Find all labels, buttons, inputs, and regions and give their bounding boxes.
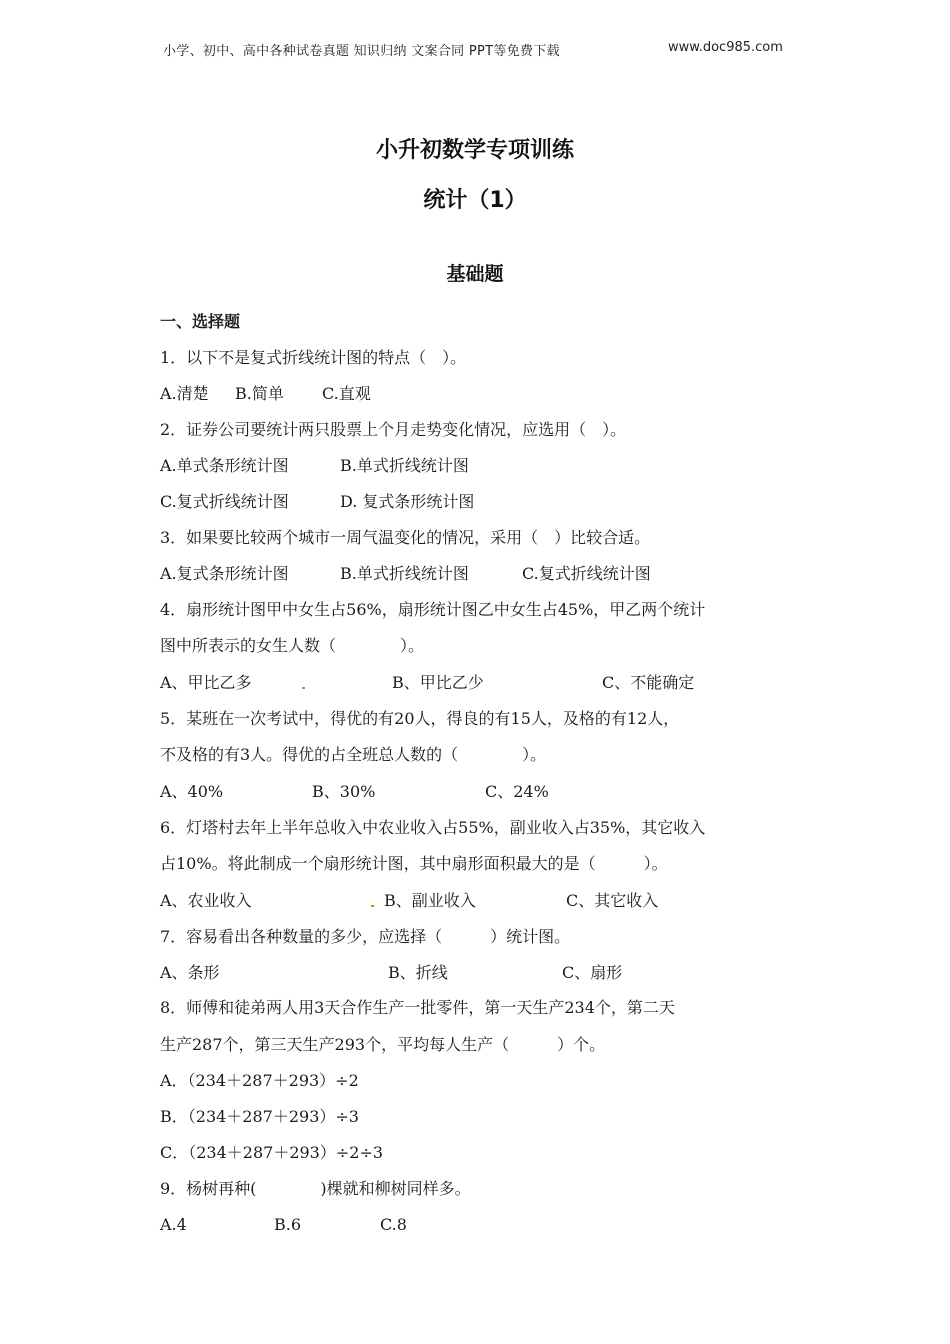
q5-option-b: B、30%	[312, 782, 376, 801]
q8-option-b: B．（234＋287＋293）÷3	[160, 1107, 359, 1126]
q1-option-b: B.简单	[235, 384, 284, 403]
q6-option-c: C、其它收入	[566, 891, 659, 910]
q8-option-a: A．（234＋287＋293）÷2	[160, 1071, 359, 1090]
part-title: 一、选择题	[160, 312, 241, 331]
q1-option-c: C.直观	[322, 384, 371, 403]
q5-option-c: C、24%	[485, 782, 549, 801]
q2-option-b: B.单式折线统计图	[340, 456, 469, 475]
q4-option-a: A、甲比乙多	[160, 673, 252, 692]
q3-option-a: A.复式条形统计图	[160, 564, 289, 583]
stray-dot-mark	[371, 905, 374, 907]
question-5-line-2: 不及格的有3人。得优的占全班总人数的（ ）。	[160, 745, 547, 764]
q6-option-a: A、农业收入	[160, 891, 252, 910]
question-2: 2．证券公司要统计两只股票上个月走势变化情况，应选用（ ）。	[160, 420, 627, 439]
question-9: 9．杨树再种( )棵就和柳树同样多。	[160, 1179, 471, 1198]
q4-option-b: B、甲比乙少	[392, 673, 484, 692]
q6-option-b: B、副业收入	[384, 891, 476, 910]
q2-option-c: C.复式折线统计图	[160, 492, 289, 511]
question-4-line-2: 图中所表示的女生人数（ ）。	[160, 636, 425, 655]
q5-option-a: A、40%	[160, 782, 224, 801]
question-5-line-1: 5．某班在一次考试中，得优的有20人，得良的有15人，及格的有12人，	[160, 709, 680, 728]
q4-option-c: C、不能确定	[602, 673, 695, 692]
question-6-line-1: 6．灯塔村去年上半年总收入中农业收入占55%，副业收入占35%，其它收入	[160, 818, 706, 837]
q9-option-b: B.6	[274, 1215, 302, 1234]
question-3: 3．如果要比较两个城市一周气温变化的情况，采用（ ）比较合适。	[160, 528, 651, 547]
q7-option-a: A、条形	[160, 963, 220, 982]
question-8-line-2: 生产287个，第三天生产293个，平均每人生产（ ）个。	[160, 1035, 606, 1054]
header-url[interactable]: www.doc985.com	[668, 40, 783, 55]
question-6-line-2: 占10%。将此制成一个扇形统计图，其中扇形面积最大的是（ ）。	[160, 854, 668, 873]
stray-dot-mark	[302, 687, 305, 689]
q9-option-a: A.4	[160, 1215, 187, 1234]
page-title: 小升初数学专项训练	[375, 138, 574, 163]
question-1: 1．以下不是复式折线统计图的特点（ ）。	[160, 348, 467, 367]
question-7: 7．容易看出各种数量的多少，应选择（ ）统计图。	[160, 927, 571, 946]
q1-option-a: A.清楚	[160, 384, 209, 403]
q2-option-d: D. 复式条形统计图	[340, 492, 475, 511]
q7-option-b: B、折线	[388, 963, 448, 982]
question-8-line-1: 8．师傅和徒弟两人用3天合作生产一批零件，第一天生产234个，第二天	[160, 998, 675, 1017]
section-title: 基础题	[446, 263, 504, 285]
q3-option-c: C.复式折线统计图	[522, 564, 651, 583]
q3-option-b: B.单式折线统计图	[340, 564, 469, 583]
q2-option-a: A.单式条形统计图	[160, 456, 289, 475]
question-4-line-1: 4．扇形统计图甲中女生占56%，扇形统计图乙中女生占45%，甲乙两个统计	[160, 600, 706, 619]
q7-option-c: C、扇形	[562, 963, 623, 982]
q9-option-c: C.8	[380, 1215, 407, 1234]
header-left-text: 小学、初中、高中各种试卷真题 知识归纳 文案合同 PPT等免费下载	[163, 44, 560, 59]
page-subtitle: 统计（1）	[423, 188, 527, 213]
q8-option-c: C．（234＋287＋293）÷2÷3	[160, 1143, 384, 1162]
